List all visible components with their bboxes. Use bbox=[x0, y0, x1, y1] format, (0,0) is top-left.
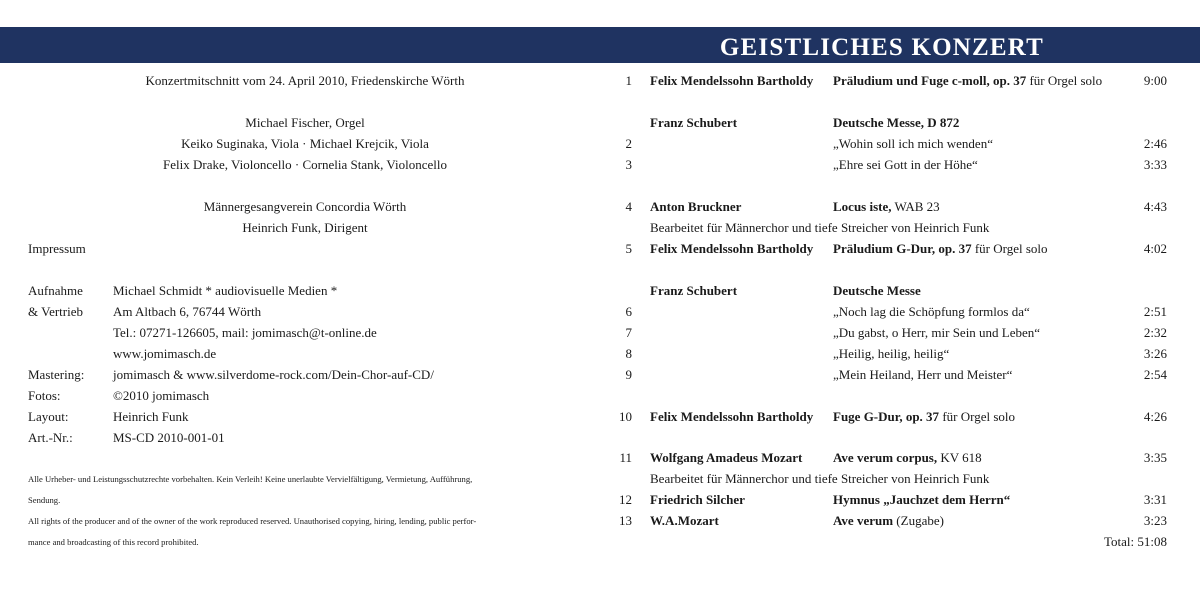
track-number: 1 bbox=[625, 73, 632, 88]
track-composer: Wolfgang Amadeus Mozart bbox=[650, 450, 803, 465]
track-composer: Anton Bruckner bbox=[650, 199, 742, 214]
choir-name: Männergesangverein Concordia Wörth bbox=[203, 199, 407, 214]
impressum-label: Mastering: bbox=[28, 367, 85, 382]
work-title: Fuge G-Dur, op. 37 bbox=[833, 409, 940, 424]
impressum-value: www.jomimasch.de bbox=[113, 346, 217, 361]
track-work bbox=[833, 450, 982, 466]
section-composer: Franz Schubert bbox=[650, 115, 738, 130]
track-number: 3 bbox=[625, 157, 632, 172]
legal-notice-en: All rights of the producer and of the owner of the work reproduced reserved. Unauthorised copying, hiring, lending, public perfor- bbox=[28, 516, 477, 526]
track-work bbox=[833, 513, 944, 529]
performer-violas: Keiko Suginaka, Viola · Michael Krejcik, Viola bbox=[181, 136, 429, 151]
arrangement-note: Bearbeitet für Männerchor und tiefe Streicher von Heinrich Funk bbox=[650, 471, 990, 486]
track-duration: 2:54 bbox=[1143, 367, 1167, 382]
recording-info: Konzertmitschnitt vom 24. April 2010, Friedenskirche Wörth bbox=[145, 73, 465, 88]
track-duration: 4:02 bbox=[1143, 241, 1167, 256]
impressum-label: Layout: bbox=[28, 409, 69, 424]
arrangement-note: Bearbeitet für Männerchor und tiefe Streicher von Heinrich Funk bbox=[650, 220, 990, 235]
track-number: 11 bbox=[619, 450, 632, 465]
track-duration: 3:31 bbox=[1143, 492, 1167, 507]
title-banner bbox=[0, 27, 1200, 63]
work-detail: für Orgel solo bbox=[939, 409, 1016, 424]
impressum-value: ©2010 jomimasch bbox=[113, 388, 210, 403]
track-number: 2 bbox=[625, 136, 632, 151]
track-work bbox=[833, 241, 1048, 257]
performer-cellos: Felix Drake, Violoncello · Cornelia Stank, Violoncello bbox=[163, 157, 447, 172]
track-duration: 2:51 bbox=[1143, 304, 1167, 319]
work-detail: KV 618 bbox=[937, 450, 982, 465]
album-title: GEISTLICHES KONZERT bbox=[719, 34, 1044, 61]
track-composer: Friedrich Silcher bbox=[650, 492, 745, 507]
track-composer: Felix Mendelssohn Bartholdy bbox=[650, 241, 814, 256]
track-number: 12 bbox=[619, 492, 632, 507]
track-duration: 9:00 bbox=[1143, 73, 1167, 88]
work-title: Präludium G-Dur, op. 37 bbox=[833, 241, 972, 256]
track-composer: W.A.Mozart bbox=[650, 513, 719, 528]
work-detail: für Orgel solo bbox=[1026, 73, 1103, 88]
track-duration: 2:32 bbox=[1143, 325, 1167, 340]
track-work: „Wohin soll ich mich wenden“ bbox=[833, 136, 993, 151]
track-number: 4 bbox=[625, 199, 632, 214]
section-composer: Franz Schubert bbox=[650, 283, 738, 298]
track-duration: 3:26 bbox=[1143, 346, 1167, 361]
track-duration: 3:23 bbox=[1143, 513, 1167, 528]
section-work bbox=[833, 115, 959, 131]
track-composer: Felix Mendelssohn Bartholdy bbox=[650, 73, 814, 88]
track-number: 9 bbox=[625, 367, 632, 382]
impressum-label: Fotos: bbox=[28, 388, 61, 403]
track-work bbox=[833, 73, 1102, 89]
performer-organ: Michael Fischer, Orgel bbox=[245, 115, 365, 130]
track-duration: 4:26 bbox=[1143, 409, 1167, 424]
impressum-value: Michael Schmidt * audiovisuelle Medien * bbox=[113, 283, 338, 298]
track-number: 6 bbox=[625, 304, 632, 319]
impressum-value: Tel.: 07271-126605, mail: jomimasch@t-online.de bbox=[113, 325, 377, 340]
work-detail: für Orgel solo bbox=[971, 241, 1048, 256]
impressum-value: Am Altbach 6, 76744 Wörth bbox=[113, 304, 262, 319]
impressum-label: Aufnahme bbox=[28, 283, 83, 298]
work-title: Ave verum corpus, bbox=[833, 450, 938, 465]
legal-notice-de: Sendung. bbox=[28, 495, 61, 505]
track-work: „Ehre sei Gott in der Höhe“ bbox=[833, 157, 978, 172]
impressum-label: & Vertrieb bbox=[28, 304, 83, 319]
work-title: Ave verum bbox=[833, 513, 894, 528]
track-composer: Felix Mendelssohn Bartholdy bbox=[650, 409, 814, 424]
impressum-value: MS-CD 2010-001-01 bbox=[113, 430, 225, 445]
track-number: 13 bbox=[619, 513, 632, 528]
choir-conductor: Heinrich Funk, Dirigent bbox=[242, 220, 368, 235]
track-work: „Du gabst, o Herr, mir Sein und Leben“ bbox=[833, 325, 1041, 340]
track-number: 7 bbox=[625, 325, 632, 340]
track-work bbox=[833, 492, 1010, 508]
track-work: „Noch lag die Schöpfung formlos da“ bbox=[833, 304, 1030, 319]
track-number: 5 bbox=[625, 241, 632, 256]
work-title: Präludium und Fuge c-moll, op. 37 bbox=[833, 73, 1027, 88]
track-work bbox=[833, 409, 1015, 425]
work-detail: (Zugabe) bbox=[893, 513, 944, 528]
work-title: Deutsche Messe, D 872 bbox=[833, 115, 960, 130]
impressum-heading: Impressum bbox=[28, 241, 86, 256]
legal-notice-en: mance and broadcasting of this record prohibited. bbox=[28, 537, 199, 547]
impressum-value: Heinrich Funk bbox=[113, 409, 189, 424]
impressum-label: Art.-Nr.: bbox=[28, 430, 73, 445]
track-work: „Heilig, heilig, heilig“ bbox=[833, 346, 950, 361]
legal-notice-de: Alle Urheber- und Leistungsschutzrechte vorbehalten. Kein Verleih! Keine unerlaubte Vervielfältigung, Vermietung, Aufführung, bbox=[28, 474, 473, 484]
work-title: Locus iste, bbox=[833, 199, 892, 214]
work-title: Deutsche Messe bbox=[833, 283, 921, 298]
track-work bbox=[833, 199, 940, 215]
impressum-value: jomimasch & www.silverdome-rock.com/Dein-Chor-auf-CD/ bbox=[113, 367, 434, 382]
track-number: 8 bbox=[625, 346, 632, 361]
track-duration: 3:33 bbox=[1143, 157, 1167, 172]
work-title: Hymnus „Jauchzet dem Herrn“ bbox=[833, 492, 1011, 507]
section-work bbox=[833, 283, 921, 299]
work-detail: WAB 23 bbox=[891, 199, 940, 214]
track-work: „Mein Heiland, Herr und Meister“ bbox=[833, 367, 1013, 382]
track-duration: 2:46 bbox=[1143, 136, 1167, 151]
track-number: 10 bbox=[619, 409, 632, 424]
total-duration: Total: 51:08 bbox=[1103, 534, 1167, 549]
track-duration: 4:43 bbox=[1143, 199, 1167, 214]
track-duration: 3:35 bbox=[1143, 450, 1167, 465]
